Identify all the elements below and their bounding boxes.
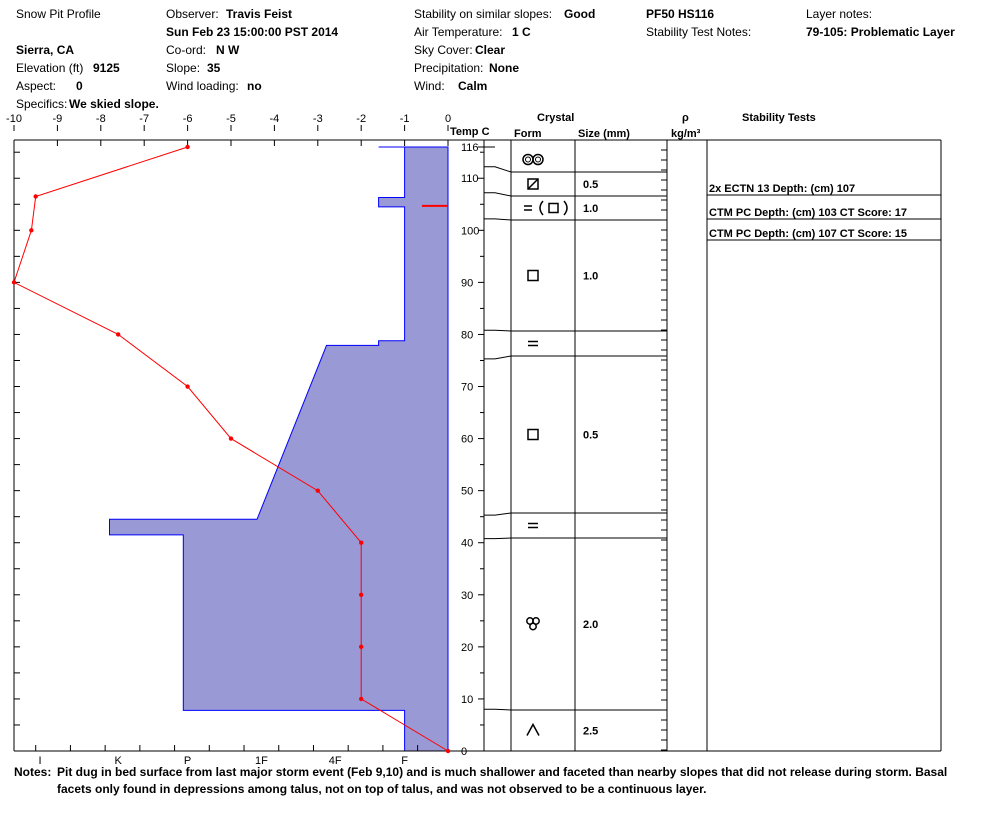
stability-test-text: CTM PC Depth: (cm) 107 CT Score: 15 [709, 228, 908, 240]
temperature-point [316, 488, 320, 492]
height-tick-label: 80 [461, 329, 474, 342]
temperature-point [29, 228, 33, 232]
slope-value: 35 [207, 61, 221, 75]
layer-connector [484, 330, 511, 331]
temperature-point [446, 749, 450, 753]
mixed-form-icon [549, 204, 558, 213]
crystal-size: 2.5 [583, 725, 599, 738]
layer-note-value: 79-105: Problematic Layer [806, 25, 955, 39]
faceted-crystal-icon [528, 271, 538, 281]
temp-tick-label: -6 [182, 113, 193, 125]
notes-line-2: facets only found in depressions among talus, not on top of talus, and was not observed to be a continuous layer. [57, 782, 707, 796]
cluster-grain-icon [530, 623, 536, 629]
coord-label: Co-ord: [166, 43, 207, 57]
temp-tick-label: -2 [356, 113, 367, 125]
form-header: Form [514, 128, 542, 140]
crystal-size: 1.0 [583, 203, 599, 215]
height-tick-label: 110 [461, 173, 479, 186]
height-tick-label: 60 [461, 433, 474, 446]
temperature-point [12, 280, 16, 284]
hardness-label: I [38, 755, 42, 767]
temp-tick-label: -4 [269, 113, 280, 125]
crystal-header: Crystal [537, 112, 575, 124]
height-tick-label: 20 [461, 641, 474, 654]
aspect-value: 0 [76, 79, 83, 93]
temp-tick-label: -1 [399, 113, 410, 125]
hardness-label: F [401, 755, 408, 767]
height-tick-label: 50 [461, 485, 474, 498]
height-tick-label: 70 [461, 381, 474, 394]
temp-tick-label: -8 [95, 113, 106, 125]
wind-value: Calm [458, 79, 488, 93]
crystal-size: 1.0 [583, 270, 599, 283]
size-header: Size (mm) [578, 128, 630, 140]
density-symbol: ρ [682, 112, 689, 124]
elevation-value: 9125 [93, 61, 120, 75]
temperature-point [116, 332, 120, 336]
temperature-point [185, 145, 189, 149]
hardness-label: K [114, 755, 122, 767]
depth-hoar-icon [527, 725, 539, 736]
temperature-point [229, 436, 233, 440]
height-tick-label: 116 [461, 142, 479, 154]
layer-connector [484, 219, 511, 220]
hardness-profile [110, 147, 449, 751]
temperature-point [359, 541, 363, 545]
air-temp-label: Air Temperature: [414, 25, 503, 39]
temperature-point [34, 194, 38, 198]
layer-connector [484, 538, 511, 539]
notes-line-1: Pit dug in bed surface from last major storm event (Feb 9,10) and is much shallower and faceted than nearby slopes that did not release during storm. Basal [57, 765, 948, 779]
pf-hs-value: PF50 HS116 [646, 7, 715, 21]
stability-notes-label: Stability Test Notes: [646, 25, 752, 39]
crystal-size: 0.5 [583, 179, 599, 191]
mixed-form-icon [540, 201, 543, 215]
height-tick-label: 10 [461, 693, 474, 706]
stability-tests-header: Stability Tests [742, 112, 816, 124]
temp-tick-label: -7 [139, 113, 150, 125]
rounded-grain-icon [536, 157, 541, 162]
layer-connector [484, 513, 511, 515]
observer-label: Observer: [166, 7, 219, 21]
temperature-point [359, 593, 363, 597]
wind-label: Wind: [414, 79, 445, 93]
height-tick-label: 100 [461, 225, 480, 238]
sky-cover-value: Clear [475, 43, 506, 57]
temp-tick-label: -5 [226, 113, 236, 125]
aspect-label: Aspect: [16, 79, 57, 93]
hardness-label: P [183, 755, 192, 767]
wind-loading-value: no [247, 79, 262, 93]
temp-tick-label: 0 [444, 113, 452, 125]
mixed-form-icon [564, 201, 567, 215]
stability-test-text: 2x ECTN 13 Depth: (cm) 107 [709, 183, 856, 195]
precipitation-value: None [489, 61, 519, 75]
temperature-point [359, 645, 363, 649]
layer-notes-label: Layer notes: [806, 7, 873, 21]
location: Sierra, CA [16, 43, 75, 57]
slope-label: Slope: [166, 61, 201, 75]
temp-tick-label: -3 [312, 113, 323, 125]
notes-label: Notes: [14, 765, 52, 779]
height-tick-label: 30 [461, 589, 474, 602]
stability-label: Stability on similar slopes: [414, 7, 553, 21]
sky-cover-label: Sky Cover: [414, 43, 473, 57]
height-tick-label: 40 [461, 537, 474, 550]
specifics-label: Specifics: [16, 97, 68, 111]
stability-test-text: CTM PC Depth: (cm) 103 CT Score: 17 [709, 207, 908, 219]
precipitation-label: Precipitation: [414, 61, 484, 75]
layer-connector [484, 167, 511, 172]
elevation-label: Elevation (ft) [16, 61, 84, 75]
height-tick-label: 0 [461, 746, 468, 758]
rounded-grain-icon [533, 155, 543, 165]
temp-axis-title: Temp C [450, 126, 490, 138]
hardness-label: 1F [254, 755, 268, 767]
coord-value: N W [216, 43, 240, 57]
height-tick-label: 90 [461, 277, 474, 290]
temperature-point [185, 384, 189, 388]
observer-value: Travis Feist [226, 7, 293, 21]
crystal-size: 0.5 [583, 429, 599, 442]
page-title: Snow Pit Profile [16, 7, 101, 21]
specifics-value: We skied slope. [69, 97, 159, 111]
rounded-grain-icon [526, 157, 531, 162]
temperature-point [359, 697, 363, 701]
density-unit: kg/m³ [671, 128, 701, 140]
crystal-size: 2.0 [583, 619, 599, 631]
observation-date: Sun Feb 23 15:00:00 PST 2014 [166, 25, 339, 39]
temp-tick-label: -10 [6, 113, 22, 125]
melt-crust-icon [528, 179, 538, 189]
layer-connector [484, 356, 511, 359]
temp-tick-label: -9 [52, 113, 63, 125]
rounded-grain-icon [523, 155, 533, 165]
wind-loading-label: Wind loading: [166, 79, 239, 93]
faceted-crystal-icon [528, 430, 538, 440]
hardness-label: 4F [328, 755, 342, 767]
layer-connector [484, 709, 511, 710]
stability-value: Good [564, 7, 596, 21]
air-temp-value: 1 C [512, 25, 531, 39]
layer-connector [484, 193, 511, 196]
